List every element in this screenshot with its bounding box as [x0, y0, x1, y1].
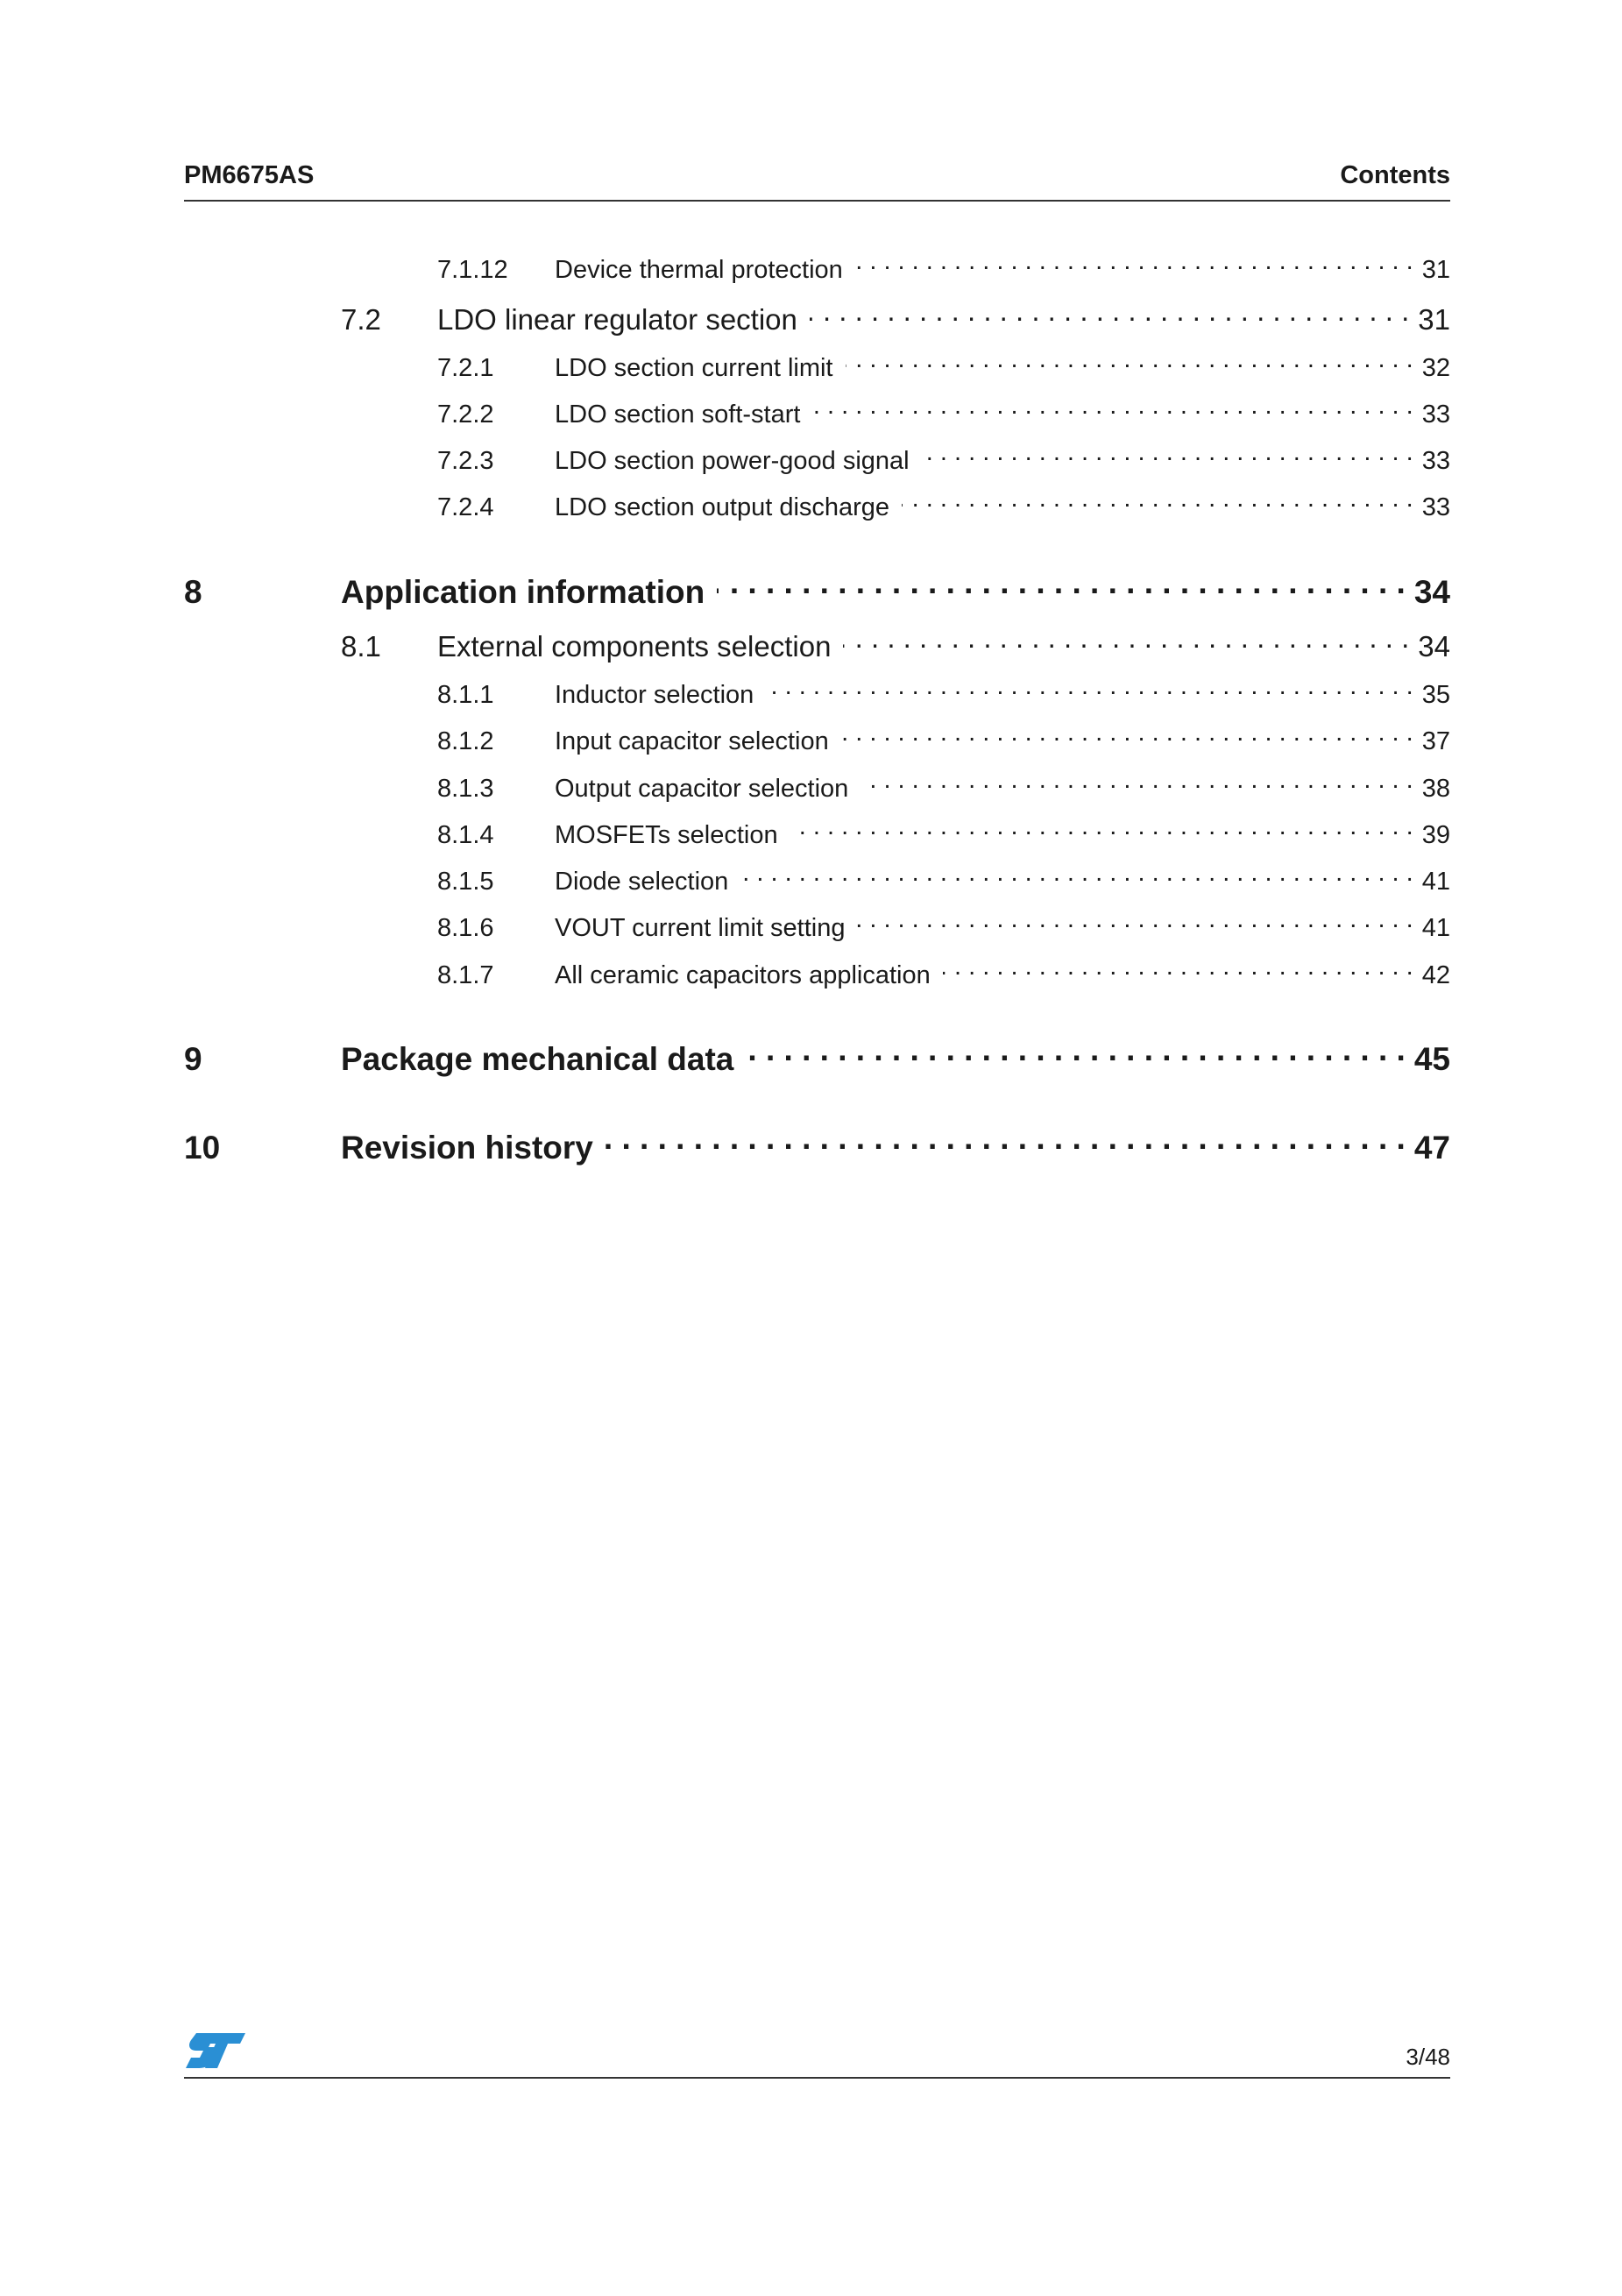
toc-title: All ceramic capacitors application [555, 960, 931, 989]
toc-number: 8 [184, 574, 202, 611]
toc-entry[interactable] [184, 719, 1450, 756]
toc-number: 8.1 [341, 629, 381, 663]
toc-page: 32 [1421, 353, 1450, 382]
toc-title: LDO section soft-start [555, 400, 801, 429]
toc-page: 38 [1421, 774, 1450, 803]
toc-leader [746, 1031, 1405, 1070]
toc-entry[interactable] [184, 1031, 1450, 1078]
toc-number: 7.1.12 [437, 255, 508, 284]
toc-title: Diode selection [555, 867, 729, 896]
toc-number: 8.1.6 [437, 913, 494, 942]
toc-leader [766, 672, 1413, 703]
toc-leader [717, 564, 1406, 603]
toc-leader [790, 812, 1413, 843]
toc-entry[interactable] [184, 953, 1450, 990]
toc-entry[interactable] [184, 766, 1450, 804]
toc-title: Output capacitor selection [555, 774, 849, 803]
toc-page: 31 [1418, 302, 1450, 336]
toc-leader [902, 485, 1413, 515]
toc-page: 33 [1421, 493, 1450, 521]
toc-entry[interactable] [184, 905, 1450, 943]
toc-page: 42 [1421, 960, 1450, 989]
toc-title: LDO linear regulator section [437, 302, 797, 336]
toc-entry[interactable] [184, 672, 1450, 710]
toc-page: 37 [1421, 726, 1450, 755]
toc-number: 9 [184, 1041, 202, 1078]
toc-leader [740, 859, 1413, 889]
toc-entry[interactable] [184, 247, 1450, 285]
toc-page: 33 [1421, 400, 1450, 429]
toc-page: 35 [1421, 680, 1450, 709]
toc-leader [812, 392, 1413, 422]
toc-title: LDO section output discharge [555, 493, 890, 521]
toc-entry[interactable] [184, 485, 1450, 522]
toc-leader [943, 953, 1413, 983]
toc-page: 47 [1413, 1130, 1450, 1166]
toc-page: 33 [1421, 446, 1450, 475]
toc-title: VOUT current limit setting [555, 913, 846, 942]
toc-entry[interactable] [184, 438, 1450, 476]
toc-title: Application information [341, 574, 705, 611]
toc-number: 7.2.3 [437, 446, 494, 475]
toc-title: LDO section power-good signal [555, 446, 910, 475]
toc-entry[interactable] [184, 294, 1450, 337]
toc-page: 45 [1413, 1041, 1450, 1078]
toc-page: 31 [1421, 255, 1450, 284]
toc-leader [606, 1120, 1406, 1159]
toc-leader [841, 719, 1413, 749]
toc-title: MOSFETs selection [555, 820, 778, 849]
toc-leader [857, 905, 1413, 936]
toc-number: 7.2.4 [437, 493, 494, 521]
toc-title: External components selection [437, 629, 832, 663]
toc-number: 7.2 [341, 302, 381, 336]
toc-leader [922, 438, 1413, 469]
toc-number: 8.1.4 [437, 820, 494, 849]
toc-entry[interactable] [184, 621, 1450, 663]
toc-number: 8.1.7 [437, 960, 494, 989]
toc-leader [861, 766, 1413, 797]
toc-number: 8.1.1 [437, 680, 494, 709]
toc-leader [843, 621, 1409, 656]
toc-title: Package mechanical data [341, 1041, 734, 1078]
toc-title: Revision history [341, 1130, 593, 1166]
page-footer [184, 2031, 1450, 2079]
toc-title: LDO section current limit [555, 353, 833, 382]
toc-leader [846, 345, 1413, 376]
toc-entry[interactable] [184, 1120, 1450, 1166]
toc-entry[interactable] [184, 812, 1450, 850]
toc-page: 34 [1418, 629, 1450, 663]
document-id: PM6675AS [184, 161, 315, 189]
toc-page: 41 [1421, 867, 1450, 896]
toc-page: 39 [1421, 820, 1450, 849]
toc-number: 8.1.2 [437, 726, 494, 755]
toc-page: 41 [1421, 913, 1450, 942]
toc-entry[interactable] [184, 345, 1450, 383]
toc-entry[interactable] [184, 564, 1450, 611]
toc-title: Input capacitor selection [555, 726, 829, 755]
toc-leader [855, 247, 1413, 278]
toc-title: Device thermal protection [555, 255, 843, 284]
page-header [184, 158, 1450, 202]
toc-page: 34 [1413, 574, 1450, 611]
toc-number: 8.1.3 [437, 774, 494, 803]
toc-entry[interactable] [184, 859, 1450, 896]
toc-number: 8.1.5 [437, 867, 494, 896]
toc-number: 10 [184, 1130, 221, 1166]
toc-entry[interactable] [184, 392, 1450, 429]
header-section-name: Contents [1340, 161, 1450, 189]
toc-number: 7.2.1 [437, 353, 494, 382]
toc-leader [810, 294, 1409, 330]
page-number: 3/48 [1406, 2044, 1450, 2070]
st-logo-icon [184, 2031, 247, 2070]
toc-title: Inductor selection [555, 680, 754, 709]
toc-number: 7.2.2 [437, 400, 494, 429]
